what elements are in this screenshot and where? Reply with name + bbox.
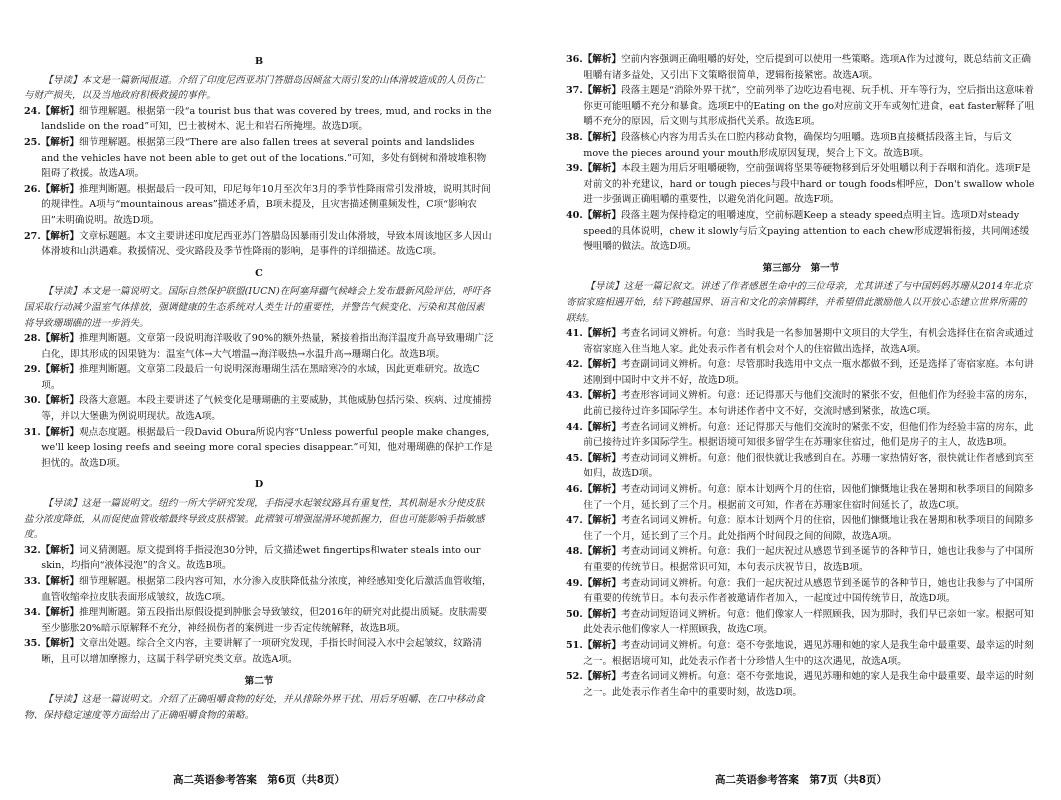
answer-text: 考查形容词词义辨析。句意：还记得那天与他们交流时的紧张不安，但他们作为经验丰富的房东，此前已接待过许多国际学生。本句讲述作者中文不好，交流时感到紧张，故选C项。	[583, 390, 1034, 418]
question-number: 40.	[566, 209, 583, 221]
answer-text: 段落主题是“消除外界干扰”，空前列举了边吃边看电视、玩手机、开车等行为，空后指出这意味着你更可能咀嚼不充分和暴食。选项E中的Eating on the go对应前文开车或匆忙进食，eat faster解释了咀嚼不充分的原因，后文则与其形成指代关系。故选E项。	[583, 85, 1035, 128]
question-number: 52.	[566, 671, 583, 683]
analysis-tag: 【解析】	[582, 484, 622, 496]
section-heading: 第三部分 第一节	[762, 262, 840, 274]
analysis-tag: 【解析】	[40, 333, 80, 345]
guide-paragraph: 【导读】这是一篇说明文。介绍了正确咀嚼食物的好处，并从排除外界干扰、用后牙咀嚼、在口中移动食物、保持稳定速度等方面给出了正确咀嚼食物的策略。	[24, 694, 485, 721]
analysis-tag: 【解析】	[40, 105, 80, 117]
answer-text: 观点态度题。根据最后一段David Obura所说内容“Unless powerful people make changes, we'll keep losing reefs and seeing more coral species disappear.”可知，他对珊瑚礁的保护工作是担忧的。故选D项。	[41, 426, 493, 469]
analysis-tag: 【解析】	[582, 421, 622, 433]
analysis-tag: 【解析】	[40, 364, 80, 376]
answer-text: 段落主题为保持稳定的咀嚼速度，空前标题Keep a steady speed点明主旨。选项D对steady speed的具体说明，chew it slowly与后文paying attention to each chew形成逻辑衔接，共同阐述缓慢咀嚼的做法。故选D项。	[583, 209, 1030, 253]
answer-item	[566, 544, 1036, 575]
analysis-tag: 【解析】	[582, 131, 622, 143]
analysis-tag: 【解析】	[582, 515, 622, 527]
guide-paragraph: 【导读】本文是一篇新闻报道。介绍了印度尼西亚苏门答腊岛因倾盆大雨引发的山体滑坡造成的人员伤亡与财产损失，以及当地政府积极救援的事件。	[24, 74, 485, 102]
answer-item	[24, 331, 494, 362]
question-number: 28.	[24, 333, 41, 345]
question-number: 43.	[566, 390, 583, 402]
analysis-tag: 【解析】	[40, 576, 80, 587]
answer-text: 推理判断题。文章第一段说明海洋吸收了90%的额外热量，紧接着指出海洋温度升高导致珊瑚广泛白化，即其形成的因果链为：温室气体→大气增温→海洋吸热→水温升高→珊瑚白化。故选B项。	[41, 333, 494, 360]
question-number: 27.	[24, 230, 41, 242]
answer-item	[566, 326, 1036, 357]
question-number: 45.	[566, 452, 583, 464]
question-number: 44.	[566, 421, 583, 433]
answer-item	[566, 83, 1036, 130]
guide-paragraph: 【导读】这是一篇说明文。纽约一所大学研究发现，手指浸水起皱纹路具有重复性，其机制是水分使皮肤盐分浓度降低，从而促使血管收缩最终导致皮肤褶皱。此褶皱可增强湿滑环境抓握力，但也可能影响手指敏感度。	[24, 498, 485, 541]
analysis-tag: 【解析】	[40, 544, 80, 556]
analysis-tag: 【解析】	[582, 359, 622, 371]
question-number: 32.	[24, 544, 41, 556]
answer-text: 考查名词词义辨析。句意：当时我是一名参加暑期中文项目的大学生，有机会选择住在宿舍或通过寄宿家庭入住当地人家。此处表示作者有机会对个人的住宿做出选择，故选A项。	[583, 328, 1034, 355]
question-number: 37.	[566, 85, 583, 97]
analysis-tag: 【解析】	[582, 390, 622, 402]
answer-text: 考查动词词义辨析。句意：我们一起庆祝过从感恩节到圣诞节的各种节日，她也让我参与了中国所有重要的传统节日。根据常识可知，本句表示庆祝节日，故选B项。	[583, 546, 1034, 573]
answer-item	[566, 513, 1036, 544]
answer-item	[24, 425, 494, 472]
question-number: 31.	[24, 426, 41, 438]
analysis-tag: 【解析】	[582, 328, 622, 340]
analysis-tag: 【解析】	[40, 230, 80, 242]
answer-item	[566, 420, 1036, 451]
analysis-tag: 【解析】	[40, 395, 80, 407]
answer-item	[566, 161, 1036, 208]
answer-text: 考查动词词义辨析。句意：我们一起庆祝过从感恩节到圣诞节的各种节日，她也让我参与了中国所有重要的传统节日。本句表示作者被邀请作者加入，一起度过中国传统节日，故选D项。	[583, 577, 1034, 605]
answer-text: 考查名词词义辨析。句意：原本计划两个月的住宿，因他们慷慨地让我在暑期和秋季项目的间隙多住了一个月，延长到了三个月。此处指两个时间段之间的间隙，故选A项。	[583, 515, 1034, 542]
answer-item	[24, 393, 494, 424]
analysis-tag: 【解析】	[582, 577, 622, 589]
question-number: 39.	[566, 163, 583, 175]
analysis-tag: 【解析】	[582, 546, 622, 558]
answer-text: 考查名词词义辨析。句意：毫不夸张地说，遇见苏珊和她的家人是我生命中最重要、最幸运的时刻之一。此处表示作者生命中的重要时刻，故选D项。	[583, 671, 1034, 698]
question-number: 36.	[566, 54, 583, 65]
answer-text: 推理判断题。第五段指出原假设提到肿胀会导致皱纹，但2016年的研究对此提出质疑。皮肤需要至少膨胀20%暗示原解释不充分，神经损伤者的案例进一步否定传统解释，故选B项。	[41, 607, 488, 634]
section-heading: B	[254, 56, 264, 67]
answer-text: 段落核心内容为用舌头在口腔内移动食物，确保均匀咀嚼。选项B直接概括段落主旨，与后文move the pieces around your mouth形成原因复现，契合上下文。故选B项。	[583, 131, 1012, 159]
question-number: 38.	[566, 131, 583, 143]
answer-item	[24, 104, 494, 135]
analysis-tag: 【解析】	[582, 163, 622, 175]
question-number: 51.	[566, 639, 583, 651]
guide-paragraph: 【导读】本文是一篇说明文。国际自然保护联盟(IUCN)在阿塞拜疆气候峰会上发布最新风险评估，呼吁各国采取行动减少温室气体排放，强调健康的生态系统对人类生计的重要性，并警告气候变化、污染和其他因素将导致珊瑚礁的进一步消失。	[24, 286, 491, 329]
analysis-tag: 【解析】	[582, 85, 622, 97]
answer-text: 细节理解题。根据第一段“a tourist bus that was covered by trees, mud, and rocks in the landslide on the road”可知，巴士被树木、泥土和岩石所掩埋。故选D项。	[41, 105, 492, 133]
answer-text: 考查动词短语词义辨析。句意：他们像家人一样照顾我，因为那时，我们早已亲如一家。根据可知此处表示他们像家人一样照顾我，故选C项。	[583, 608, 1034, 636]
question-number: 34.	[24, 607, 41, 619]
question-number: 48.	[566, 546, 583, 558]
question-number: 35.	[24, 638, 41, 650]
answer-item	[24, 229, 494, 260]
analysis-tag: 【解析】	[582, 608, 622, 620]
answer-text: 空前内容强调正确咀嚼的好处，空后提到可以使用一些策略。选项A作为过渡句，既总结前文正确咀嚼有诸多益处，又引出下文策略很简单，逻辑衔接紧密。故选A项。	[583, 54, 1031, 81]
question-number: 50.	[566, 608, 583, 620]
section-heading: C	[255, 267, 263, 279]
answer-text: 段落大意题。本段主要讲述了气候变化是珊瑚礁的主要威胁，其他威胁包括污染、疾病、过度捕捞等，并以大堡礁为例说明现状。故选A项。	[41, 395, 492, 423]
answer-item	[24, 135, 494, 182]
answer-text: 考查副词词义辨析。句意：尽管那时我选用中文点一瓶水都做不到，还是选择了寄宿家庭。本句讲述刚到中国时中文并不好，故选D项。	[583, 359, 1034, 386]
analysis-tag: 【解析】	[40, 136, 80, 148]
answer-item	[566, 52, 1036, 83]
analysis-tag: 【解析】	[40, 638, 80, 650]
question-number: 30.	[24, 395, 41, 407]
analysis-tag: 【解析】	[40, 426, 80, 438]
answer-item	[24, 362, 494, 393]
answer-item	[24, 574, 494, 605]
question-number: 42.	[566, 359, 583, 371]
analysis-tag: 【解析】	[40, 607, 80, 619]
answer-item	[24, 636, 494, 667]
right-column	[566, 52, 1036, 700]
question-number: 29.	[24, 364, 41, 376]
question-number: 41.	[566, 328, 583, 340]
answer-item	[566, 388, 1036, 419]
question-number: 24.	[24, 105, 41, 117]
question-number: 26.	[24, 183, 41, 195]
answer-text: 文章出处题。综合全文内容，主要讲解了一项研究发现，手指长时间浸入水中会起皱纹，纹路清晰，且可以增加摩擦力，这属于科学研究类文章。故选A项。	[41, 638, 483, 665]
footer-right: 高二英语参考答案 第7页（共8页）	[714, 774, 888, 786]
answer-item	[566, 130, 1036, 161]
analysis-tag: 【解析】	[582, 639, 622, 651]
question-number: 25.	[24, 136, 41, 148]
analysis-tag: 【解析】	[582, 452, 622, 464]
answer-item	[24, 605, 494, 636]
left-column	[24, 48, 494, 723]
question-number: 46.	[566, 484, 583, 496]
answer-text: 本段主题为用后牙咀嚼硬物，空前强调将坚果等硬物移到后牙处咀嚼以利于吞咽和消化。选项F是对前文的补充建议，hard or tough pieces与段中hard or tough foods相呼应，Don't swallow whole进一步强调正确咀嚼的重要性，以避免消化问题。故选F项。	[583, 163, 1035, 206]
answer-text: 考查动词词义辨析。句意：毫不夸张地说，遇见苏珊和她的家人是我生命中最重要、最幸运的时刻之一。根据语境可知，此处表示作者十分珍惜人生中的这次遇见，故选A项。	[583, 639, 1034, 667]
answer-text: 文章标题题。本文主要讲述印度尼西亚苏门答腊岛因暴雨引发山体滑坡，导致本周该地区多人因山体滑坡和山洪遇难。救援情况、受灾路段及季节性降雨的影响，是事件的详细描述。故选C项。	[41, 230, 492, 258]
analysis-tag: 【解析】	[582, 671, 622, 683]
answer-item	[566, 208, 1036, 255]
analysis-tag: 【解析】	[582, 209, 622, 221]
answer-item	[566, 357, 1036, 388]
answer-text: 细节理解题。根据第三段“There are also fallen trees at several points and landslides and the vehicles have not been able to get out of the locations.”可知，多处有倒树和滑坡堆积物阻碍了救援。故选A项。	[41, 136, 487, 180]
analysis-tag: 【解析】	[582, 54, 622, 65]
answer-text: 推理判断题。文章第二段最后一句说明深海珊瑚生活在黑暗寒冷的水域，因此更难研究。故选C项。	[41, 364, 480, 391]
answer-item	[566, 576, 1036, 607]
answer-text: 考查动词词义辨析。句意：原本计划两个月的住宿，因他们慷慨地让我在暑期和秋季项目的间隙多住了一个月，延长到了三个月。根据前文可知，作者在苏珊家住宿时间延长了，故选C项。	[583, 484, 1034, 511]
answer-text: 考查动词词义辨析。句意：他们很快就让我感到自在。苏珊一家热情好客，很快就让作者感到宾至如归，故选D项。	[583, 452, 1034, 480]
answer-text: 细节理解题。根据第二段内容可知，水分渗入皮肤降低盐分浓度，神经感知变化后激活血管收缩，血管收缩牵拉皮肤表面形成皱纹，故选C项。	[41, 576, 492, 603]
question-number: 33.	[24, 576, 41, 587]
answer-item	[566, 482, 1036, 513]
question-number: 49.	[566, 577, 583, 589]
answer-text: 推理判断题。根据最后一段可知，印尼每年10月至次年3月的季节性降雨常引发滑坡，说明其时间的规律性。A项与“mountainous areas”描述矛盾，B项未提及，且灾害描述侧重频发性，C项“影响农田”未明确说明。故选D项。	[41, 183, 491, 226]
section-heading: D	[254, 479, 264, 491]
section-heading: 第二节	[244, 675, 274, 687]
answer-item	[24, 182, 494, 229]
answer-item	[566, 638, 1036, 669]
footer-left: 高二英语参考答案 第6页（共8页）	[172, 774, 346, 786]
answer-item	[566, 669, 1036, 700]
question-number: 47.	[566, 515, 583, 527]
answer-item	[566, 607, 1036, 638]
answer-item	[24, 543, 494, 574]
answer-item	[566, 451, 1036, 482]
guide-paragraph: 【导读】这是一篇记叙文。讲述了作者感恩生命中的三位母亲，尤其讲述了与中国妈妈苏珊从2014年北京寄宿家庭相遇开始，结下跨越国界、语言和文化的亲情羁绊，并希望借此激励他人以开放心态建立世界所需的联结。	[566, 281, 1032, 324]
analysis-tag: 【解析】	[40, 183, 80, 195]
answer-text: 词义猜测题。原文提到将手指浸泡30分钟，后文描述wet fingertips和water steals into our skin，均指向“液体浸泡”的含义。故选B项。	[41, 544, 481, 572]
answer-text: 考查名词词义辨析。句意：还记得那天与他们交流时的紧张不安，但他们作为经验丰富的房东，此前已接待过许多国际学生。根据语境可知很多留学生在苏珊家住宿过，他们是房子的主人，故选B项。	[583, 421, 1034, 449]
